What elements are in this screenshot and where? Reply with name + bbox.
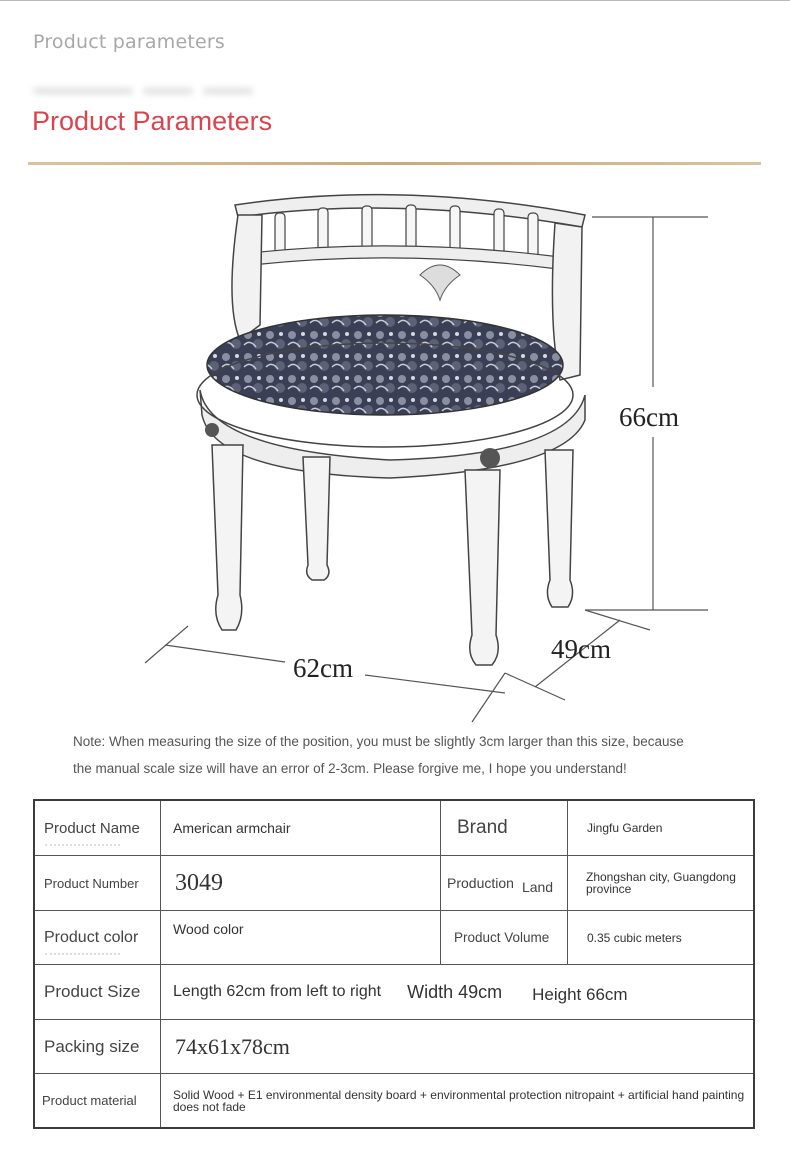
header-blur-decoration <box>33 82 263 98</box>
measurement-note <box>73 728 753 782</box>
parameters-table <box>33 799 755 1129</box>
chair-figure <box>0 175 790 730</box>
size-width: Width 49cm <box>407 981 503 1002</box>
top-border <box>0 0 790 1</box>
section-subtitle: Product parameters <box>33 31 225 53</box>
product-volume-label: Product Volume <box>441 911 568 965</box>
product-number-label: Product Number <box>35 856 161 911</box>
product-volume-value: 0.35 cubic meters <box>568 911 753 965</box>
product-material-label: Product material <box>35 1074 161 1127</box>
product-color-label: Product color <box>35 911 161 965</box>
production-label: Production Land <box>441 856 568 911</box>
depth-label: 49cm <box>551 634 611 664</box>
gold-divider <box>28 162 761 165</box>
length-label: 62cm <box>293 653 353 683</box>
product-material-value: Solid Wood + E1 environmental density board + environmental protection nitropaint + artificial hand painting does not fade <box>173 1087 745 1114</box>
brand-label: Brand <box>441 801 568 856</box>
product-number-value: 3049 <box>161 856 441 911</box>
production-value: Zhongshan city, Guangdong province <box>568 856 753 911</box>
height-label: 66cm <box>619 402 679 432</box>
note-line-2: the manual scale size will have an error of 2-3cm. Please forgive me, I hope you understand! <box>73 761 627 776</box>
chair-icon <box>0 175 790 730</box>
packing-size-value: 74x61x78cm <box>161 1020 753 1074</box>
size-height: Height 66cm <box>532 985 628 1004</box>
product-name-label: Product Name <box>35 801 161 856</box>
packing-size-label: Packing size <box>35 1020 161 1074</box>
product-size-label: Product Size <box>35 965 161 1020</box>
product-name-value: American armchair <box>161 801 441 856</box>
note-line-1: Note: When measuring the size of the position, you must be slightly 3cm larger than this size, because <box>73 734 684 749</box>
product-color-value: Wood color <box>161 911 441 965</box>
product-size-value <box>161 965 753 1020</box>
brand-value: Jingfu Garden <box>568 801 753 856</box>
size-length: Length 62cm from left to right <box>173 983 382 1000</box>
section-title: Product Parameters <box>32 106 273 136</box>
